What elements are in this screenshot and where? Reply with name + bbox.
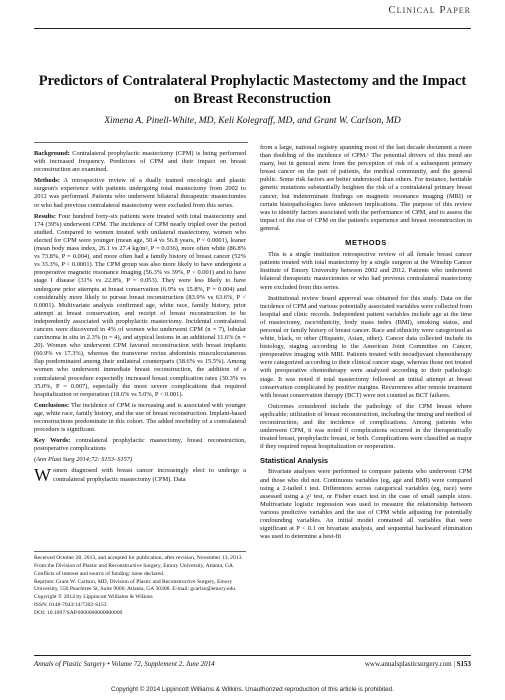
journal-url[interactable]: www.annalsplasticsurgery.com [364, 660, 452, 668]
article-authors: Ximena A. Pinell-White, MD, Keli Kolegraff, MD, and Grant W. Carlson, MD [104, 116, 401, 126]
footer-rule [34, 655, 471, 656]
methods-paragraph-4: Bivariate analyses were performed to compare patients who underwent CPM and those who did not. Continuous variables (eg, age and BMI) were compared using a 2-tailed t test. Differences across categorical variables (eg, race) were assessed using a χ² test, or Fisher exact test in the case of small sample sizes. Multivariate logistic regression was used to measure the relationship between various predictive variables and the use of CPM while adjusting for potentially confounding variables. An initial model contained all variables that were significant at P < 0.1 on bivariate analysis, and sequential backward elimination was used to determine a best-fit [260, 468, 472, 541]
methods-paragraph-2: Institutional review board approval was obtained for this study. Data on the incidence of CPM and various potentially associated variables were collected from hospital and clinic records. Independent patient variables include age at the time of mastectomy, race/ethnicity, body mass index (BMI), smoking status, and personal or family history of breast cancer. Race and ethnicity were categorized as white, black, or other (Hispanic, Asian, other). Cancer data collected include its histology, staging according to the American Joint Committee on Cancer, preoperative imaging with MRI. Patients treated with neoadjuvant chemotherapy were categorized according to their clinical cancer stage, whereas those not treated with preoperative chemotherapy were analyzed according to their pathologic stage. It was noted if total mastectomy followed an initial attempt at breast conservation complicated by positive margins. Recurrences after remote treatment with breast conservation therapy (BCT) were not counted as BCT failures. [260, 294, 472, 399]
statistical-analysis-heading: Statistical Analysis [260, 456, 329, 466]
footnote-rule [34, 551, 246, 552]
drop-cap: W [34, 465, 51, 486]
conclusions-label: Conclusions: [34, 401, 70, 409]
section-label: Clinical Paper [388, 4, 471, 16]
footnote-received: Received October 28, 2013, and accepted for publication, after revision, November 13, 2013. [34, 555, 243, 561]
footnotes [34, 555, 246, 618]
header-rule [34, 28, 471, 29]
right-column [260, 144, 472, 544]
page-number: S153 [456, 660, 471, 668]
background-label: Background: [34, 150, 70, 157]
methods-heading: METHODS [345, 238, 387, 248]
footnote-issn: ISSN: 0148-7043/14/7202-S153 [34, 602, 107, 608]
results-label: Results: [34, 212, 57, 220]
article-title: Predictors of Contralateral Prophylactic Mastectomy and the Impact on Breast Reconstruction [38, 73, 467, 107]
citation: (Ann Plast Surg 2014;72: S153–S157) [34, 456, 133, 464]
abstract-results [34, 213, 246, 399]
results-text: Four hundred forty-six patients were treated with total mastectomy and 174 (39%) underwent CPM. The incidence of CPM nearly tripled over the period studied. Compared to women treated with unilateral mastectomy, women who elected for CPM were younger (mean age, 50.4 vs 56.8 years, P < 0.0001), leaner (mean body mass index, 26.1 vs 27.4 kg/m², P = 0.036), more often white (86.8% vs 73.8%, P = 0.004), and more often had a family history of breast cancer (52% vs 33.3%, P < 0.0001). The CPM group was also more likely to have undergone a preoperative magnetic resonance imaging (56.3% vs 39%, P < 0.001) and to have stage I disease (31% vs 22.8%, P = 0.053). They were less likely to have undergone prior attempts at breast conservation (6.9% vs 15.8%, P = 0.004) and considerably more likely to pursue breast reconstruction (83.9% vs 63.6%, P < 0.0001). Multivariate analysis confirmed age, white race, family history, prior attempt at breast conservation, and receipt of breast reconstruction to be independently associated with prophylactic mastectomy. Incidental contralateral cancers were discovered in 4% of women who underwent CPM (n = 7), lobular carcinoma in situ in 2.3% (n = 4), and atypical lesions in an additional 11.6% (n = 20). Women who underwent CPM favored reconstruction with breast implants (60.9% vs 17.3%), whereas the transverse rectus abdominis musculocutaneous flap predominated among their unilateral counterparts (38.6% vs 15.5%). Among women who underwent immediate breast reconstruction, the addition of a contralateral procedure expectedly increased breast complication rates (30.3% vs 35.0%, P = 0.007), especially the more severe complications that required hospitalization or reoperation (18.6% vs 5.0%, P < 0.001). [34, 212, 246, 398]
copyright-notice: Copyright © 2014 Lippincott Williams & Wilkins. Unauthorized reproduction of this article is prohibited. [111, 686, 394, 693]
background-text: Contralateral prophylactic mastectomy (CPM) is being performed with increased frequency. Predictors of CPM and their impact on breast reconstruction are examined. [34, 150, 246, 174]
footnote-copyright: Copyright © 2014 by Lippincott Williams & Wilkins [34, 594, 153, 600]
methods-text: A retrospective review of a dually trained oncologic and plastic surgeon's experience with patients undergoing total mastectomy from 2002 to 2012 was performed. Patients who underwent bilateral therapeutic mastectomies or who had previous contralateral mastectomy were excluded from this series. [34, 177, 246, 209]
abstract-conclusions [34, 402, 246, 434]
abstract [34, 150, 246, 464]
abstract-rule [34, 142, 248, 143]
intro-paragraph [34, 465, 246, 486]
footnote-conflicts: Conflicts of interest and source of funding: none declared. [34, 571, 165, 577]
conclusions-text: The incidence of CPM is increasing and is associated with younger age, white race, family history, and the use of breast reconstruction. Implant-based reconstructions predominate in this cohort. The added morbidity of a contralateral procedure is significant. [34, 401, 247, 434]
footnote-reprints: Reprints: Grant W. Carlson, MD, Division of Plastic and Reconstructive Surgery, Emory University, 550 Peachtree St, Suite 9000, Atlanta, GA 30308. E-mail: gcarlso@emory.edu. [34, 579, 237, 592]
intro-continued: from a large, national registry spanning most of the last decade document a more than doubling of the incidence of CPM.¹ The potential drivers of this trend are many, but in general stem from the perception of risk of a subsequent primary breast cancer on the part of patients, the medical community, and the general public. Some risk factors are better understood than others. For instance, heritable genetic mutations substantially heighten the risk of a contralateral primary breast cancer, but indeterminate findings on magnetic resonance imaging (MRI) or certain histopathologies have unknown implications. The purpose of this review was to identify factors associated with the performance of CPM, and to assess the impact of the rise of CPM on the patient's experience and breast reconstruction in general. [260, 144, 472, 232]
methods-label: Methods: [34, 177, 60, 185]
keywords-text: contralateral prophylactic mastectomy, breast reconstruction, postoperative complications [34, 437, 246, 453]
abstract-keywords [34, 437, 246, 453]
abstract-methods [34, 177, 246, 209]
methods-paragraph-3: Outcomes considered include the pathology of the CPM breast where applicable; utilization of breast reconstruction, including the timing and method of reconstruction; and the incidence of complications. Among patients who underwent CPM, it was noted if complications occurred in the therapeutically treated breast, prophylactic breast, or both. Complications were classified as major if they required repeat hospitalization or reoperation. [260, 402, 472, 451]
intro-left-text: omen diagnosed with breast cancer increasingly elect to undergo a contralateral prophylactic mastectomy (CPM). Data [53, 467, 246, 483]
footnote-affiliation: From the Division of Plastic and Reconstructive Surgery, Emory University, Atlanta, GA. [34, 563, 235, 569]
running-footer-right: www.annalsplasticsurgery.com | S153 [364, 660, 471, 668]
methods-paragraph-1: This is a single institution retrospective review of all female breast cancer patients treated with total mastectomy by a single surgeon at the Winship Cancer Institute of Emory University between 2002 and 2012. Patients who underwent bilateral therapeutic mastectomies or who had previous contralateral mastectomy were excluded from this series. [260, 251, 472, 291]
footnote-doi: DOI: 10.1097/SAP.0000000000000009 [34, 610, 123, 616]
abstract-background [34, 150, 246, 174]
running-footer-journal: Annals of Plastic Surgery • Volume 72, Supplement 2, June 2014 [34, 660, 215, 668]
keywords-label: Key Words: [34, 437, 71, 445]
left-column [34, 150, 246, 487]
